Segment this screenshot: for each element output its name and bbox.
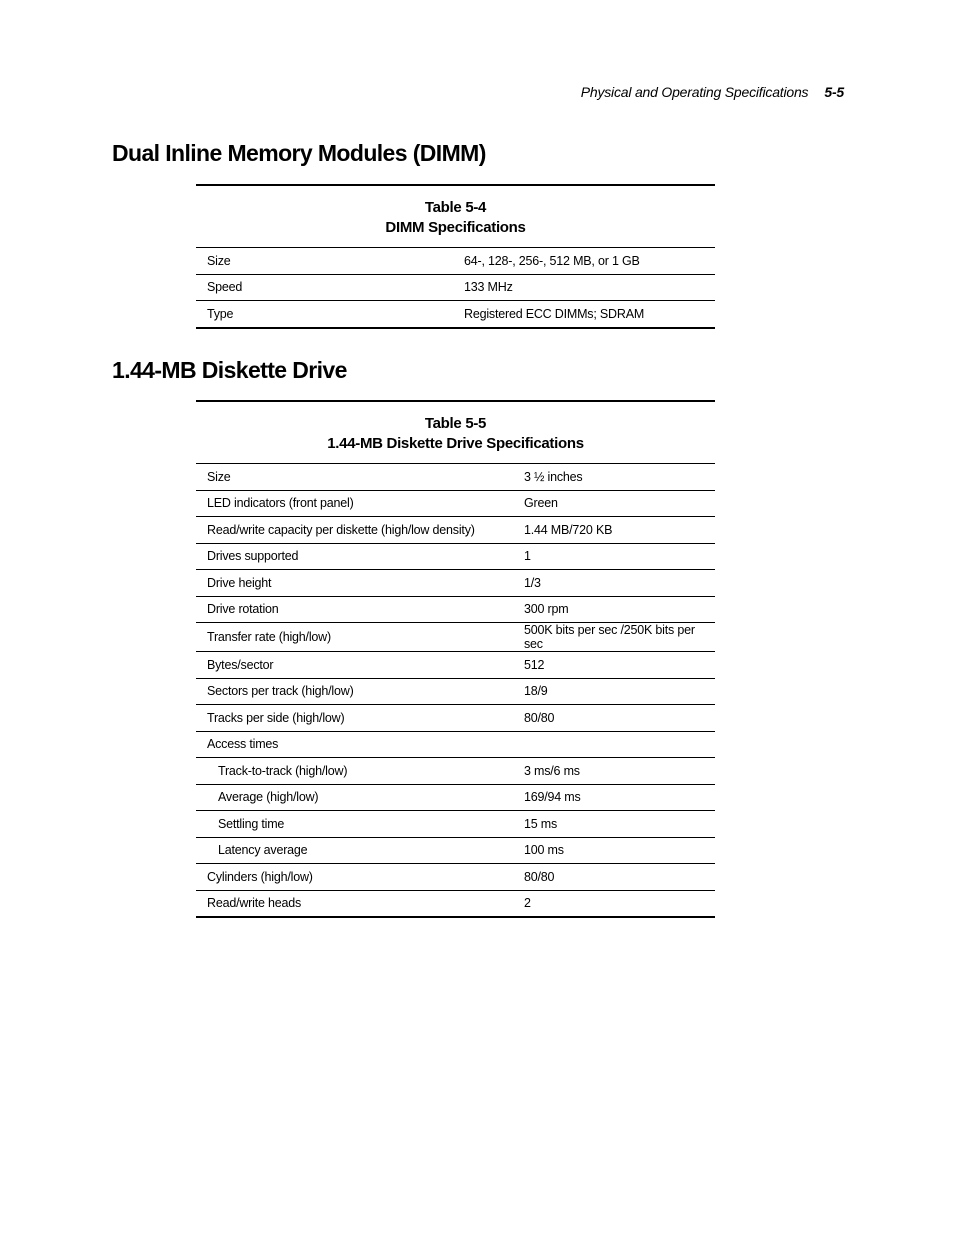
row-label: Tracks per side (high/low)	[196, 705, 513, 732]
row-label: Read/write capacity per diskette (high/low density)	[196, 517, 513, 544]
running-header	[581, 84, 844, 100]
row-label: Sectors per track (high/low)	[196, 678, 513, 705]
row-label: Size	[196, 464, 513, 490]
row-label: Access times	[196, 731, 513, 758]
row-label: Track-to-track (high/low)	[196, 758, 513, 785]
row-label: Type	[196, 301, 453, 328]
diskette-spec-table	[196, 464, 715, 918]
table-title: DIMM Specifications	[385, 219, 526, 236]
page-number: 5-5	[824, 84, 844, 100]
row-label: LED indicators (front panel)	[196, 490, 513, 517]
row-value: 100 ms	[513, 837, 715, 864]
row-value: Registered ECC DIMMs; SDRAM	[453, 301, 715, 328]
table-row	[196, 274, 715, 301]
table-row	[196, 464, 715, 490]
header-title: Physical and Operating Specifications	[580, 84, 809, 100]
row-value: 1	[513, 543, 715, 570]
row-value: 133 MHz	[453, 274, 715, 301]
row-label: Cylinders (high/low)	[196, 864, 513, 891]
table-caption	[196, 184, 715, 248]
row-value: 300 rpm	[513, 596, 715, 623]
row-label: Transfer rate (high/low)	[196, 623, 513, 652]
table-row	[196, 758, 715, 785]
row-label: Average (high/low)	[196, 784, 513, 811]
row-value: 1/3	[513, 570, 715, 597]
table-row	[196, 890, 715, 917]
row-label: Drives supported	[196, 543, 513, 570]
row-label: Drive height	[196, 570, 513, 597]
row-label: Settling time	[196, 811, 513, 838]
row-value: 1.44 MB/720 KB	[513, 517, 715, 544]
table-title: 1.44-MB Diskette Drive Specifications	[327, 435, 584, 452]
table-row	[196, 301, 715, 328]
table-number: Table 5-4	[424, 199, 487, 216]
table-row	[196, 543, 715, 570]
row-value: 3 ½ inches	[513, 464, 715, 490]
row-label: Read/write heads	[196, 890, 513, 917]
diskette-spec-table-block	[196, 400, 715, 918]
table-row	[196, 837, 715, 864]
table-row	[196, 248, 715, 274]
table-row	[196, 731, 715, 758]
row-value: 512	[513, 652, 715, 679]
row-label: Drive rotation	[196, 596, 513, 623]
table-number: Table 5-5	[424, 415, 487, 432]
row-label: Speed	[196, 274, 453, 301]
table-caption	[196, 400, 715, 464]
dimm-spec-table-block	[196, 184, 715, 329]
table-row	[196, 596, 715, 623]
table-row	[196, 678, 715, 705]
row-label: Latency average	[196, 837, 513, 864]
row-value: 2	[513, 890, 715, 917]
row-value: 3 ms/6 ms	[513, 758, 715, 785]
table-row	[196, 490, 715, 517]
row-value: 64-, 128-, 256-, 512 MB, or 1 GB	[453, 248, 715, 274]
table-row	[196, 784, 715, 811]
table-row	[196, 811, 715, 838]
row-value	[513, 731, 715, 758]
row-value: 500K bits per sec /250K bits per sec	[513, 623, 715, 652]
row-value: 80/80	[513, 705, 715, 732]
section-heading-dimm: Dual Inline Memory Modules (DIMM)	[112, 140, 486, 166]
row-label: Size	[196, 248, 453, 274]
table-row	[196, 864, 715, 891]
table-row	[196, 570, 715, 597]
section-heading-diskette: 1.44-MB Diskette Drive	[112, 357, 347, 383]
table-row	[196, 623, 715, 652]
table-row	[196, 652, 715, 679]
row-value: Green	[513, 490, 715, 517]
table-row	[196, 517, 715, 544]
row-value: 15 ms	[513, 811, 715, 838]
table-row	[196, 705, 715, 732]
row-value: 18/9	[513, 678, 715, 705]
row-value: 169/94 ms	[513, 784, 715, 811]
row-value: 80/80	[513, 864, 715, 891]
row-label: Bytes/sector	[196, 652, 513, 679]
dimm-spec-table	[196, 248, 715, 329]
